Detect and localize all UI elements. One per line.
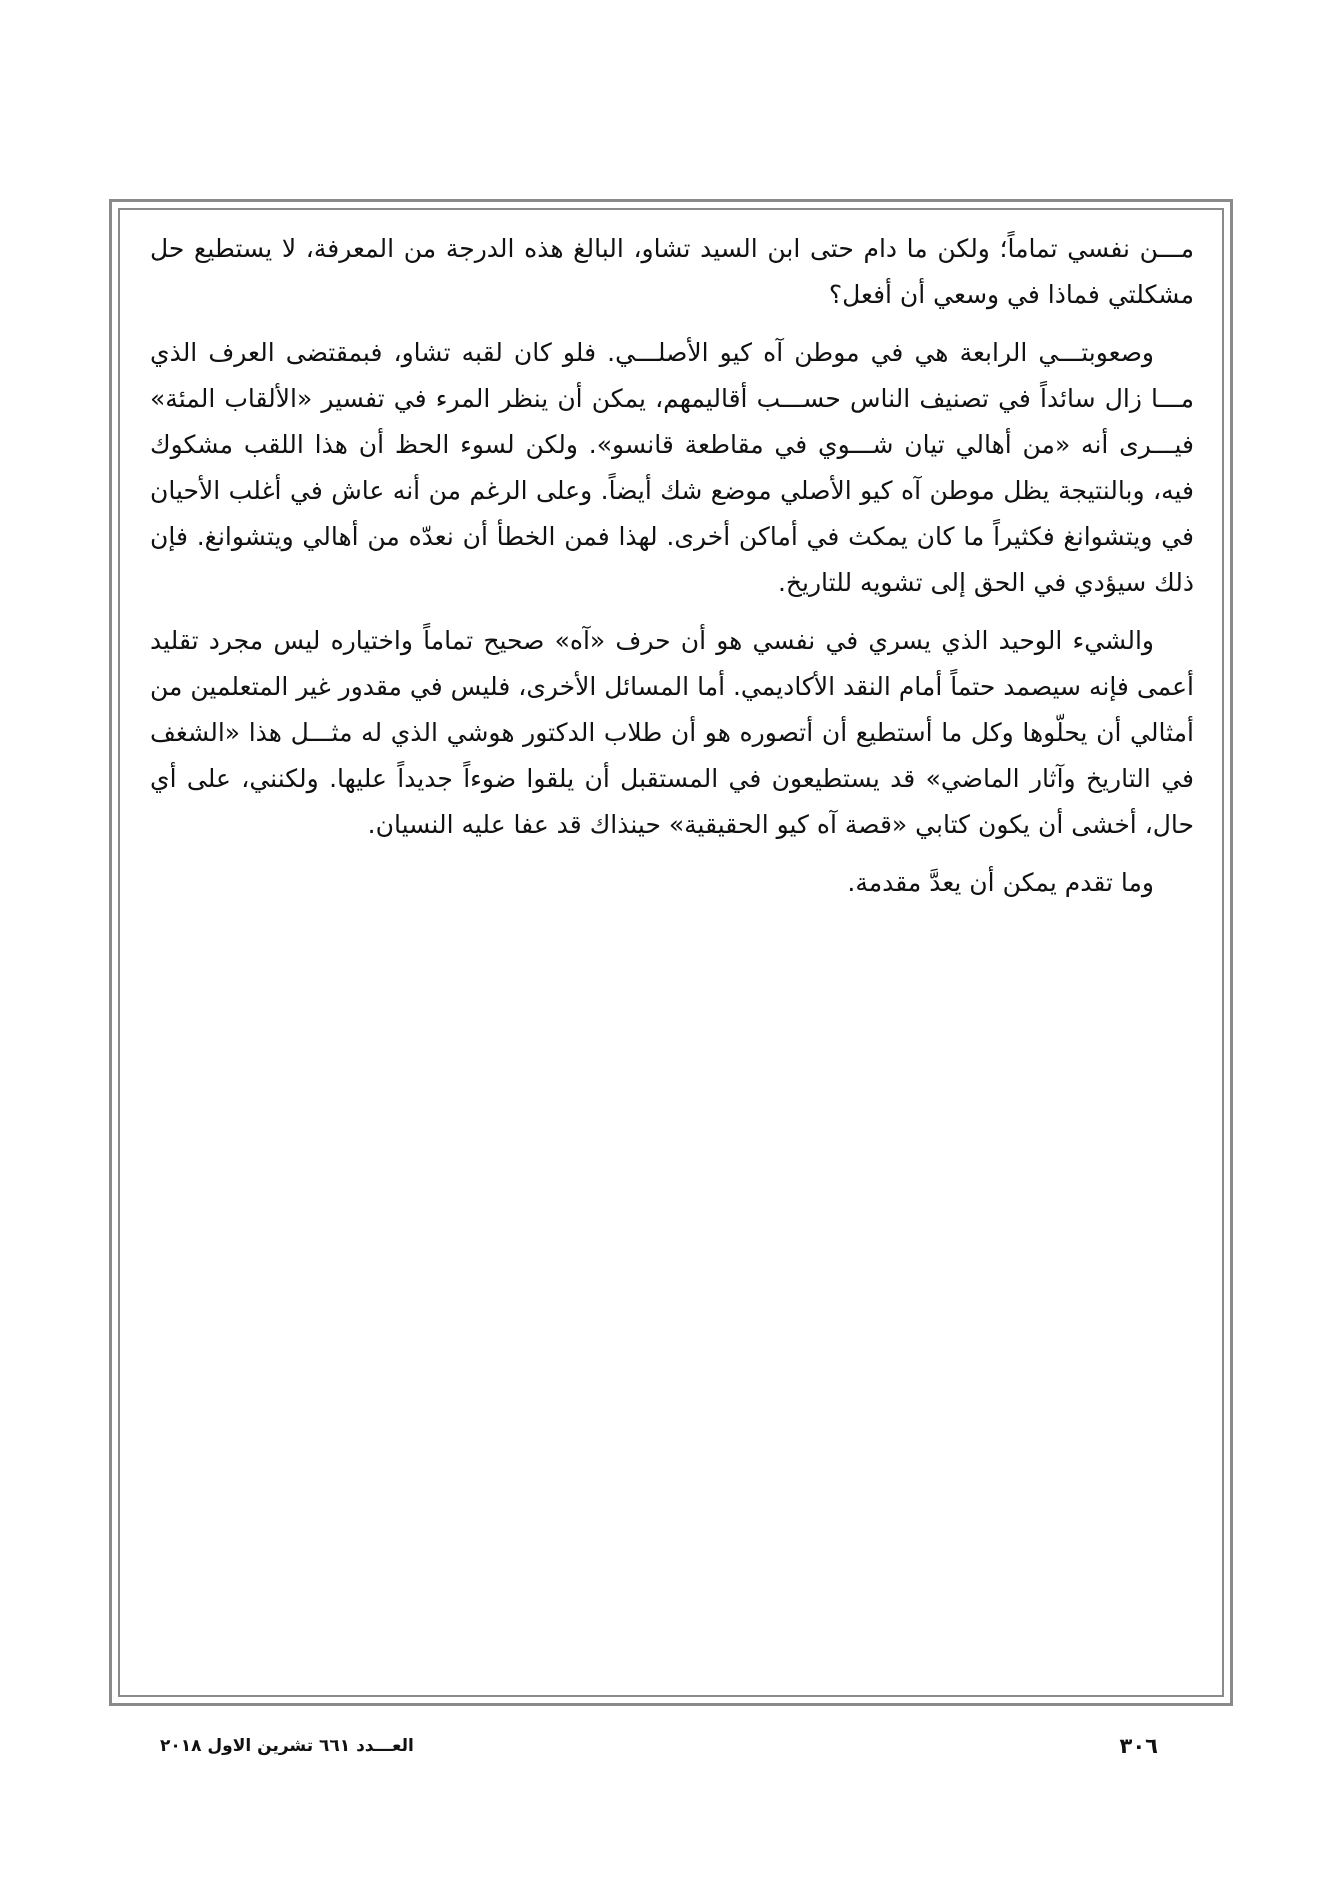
page-number: ٣٠٦ (1119, 1734, 1158, 1758)
paragraph: وما تقدم يمكن أن يعدَّ مقدمة. (847, 868, 1154, 897)
article-body (150, 226, 1194, 918)
paragraph: وصعوبتـــي الرابعة هي في موطن آه كيو الأصلـــي. فلو كان لقبه تشاو، فبمقتضى العرف الذي مـــا زال سائداً في تصنيف الناس حســـب أقاليمهم، يمكن أن ينظر المرء في تفسير «الألقاب المئة» فيـــرى أنه «من أهالي تيان شـــوي في مقاطعة قانسو». ولكن لسوء الحظ أن هذا اللقب مشكوك فيه، وبالنتيجة يظل موطن آه كيو الأصلي موضع شك أيضاً. وعلى الرغم من أنه عاش في أغلب الأحيان في ويتشوانغ فكثيراً ما كان يمكث في أماكن أخرى. لهذا فمن الخطأ أن نعدّه من أهالي ويتشوانغ. فإن ذلك سيؤدي في الحق إلى تشويه للتاريخ. (150, 338, 1194, 597)
paragraph: والشيء الوحيد الذي يسري في نفسي هو أن حرف «آه» صحيح تماماً واختياره ليس مجرد تقليد أعمى فإنه سيصمد حتماً أمام النقد الأكاديمي. أما المسائل الأخرى، فليس في مقدور غير المتعلمين من أمثالي أن يحلّوها وكل ما أستطيع أن أتصوره هو أن طلاب الدكتور هوشي الذي له مثـــل هذا «الشغف في التاريخ وآثار الماضي» قد يستطيعون في المستقبل أن يلقوا ضوءاً جديداً عليها. ولكنني، على أي حال، أخشى أن يكون كتابي «قصة آه كيو الحقيقية» حينذاك قد عفا عليه النسيان. (150, 626, 1194, 839)
paragraph: مـــن نفسي تماماً؛ ولكن ما دام حتى ابن السيد تشاو، البالغ هذه الدرجة من المعرفة، لا يستطيع حل مشكلتي فماذا في وسعي أن أفعل؟ (150, 234, 1194, 309)
issue-info: العـــدد ٦٦١ تشرين الاول ٢٠١٨ (160, 1736, 414, 1756)
